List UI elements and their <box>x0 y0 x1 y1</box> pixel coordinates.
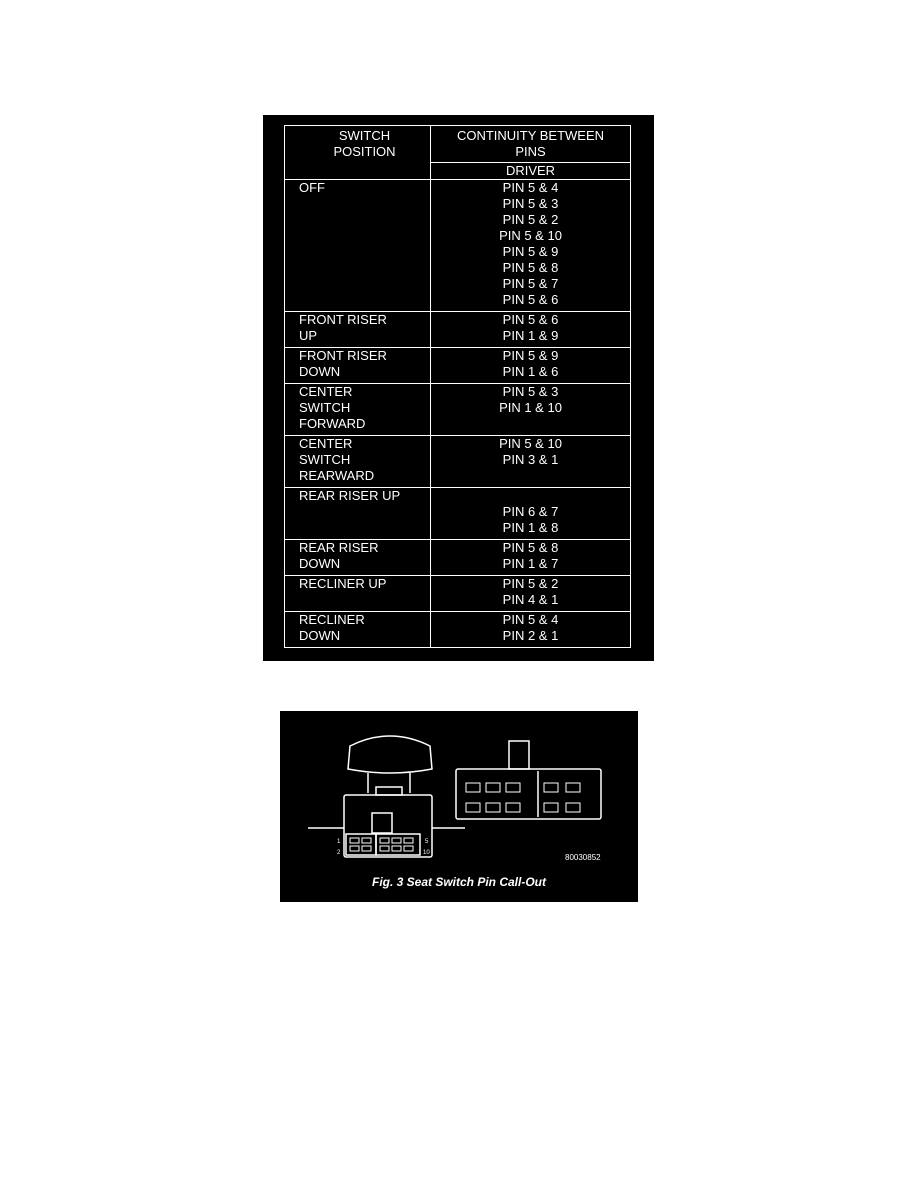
switch-position-text: SWITCH <box>299 452 351 467</box>
switch-knob <box>348 736 432 773</box>
seat-switch-drawing <box>280 711 638 902</box>
table-row <box>285 540 631 576</box>
header-driver: DRIVER <box>431 163 631 180</box>
pin-continuity-text: PIN 1 & 6 <box>502 364 559 379</box>
connector-pin-cavities <box>466 783 580 812</box>
pin-continuity-cell <box>431 576 631 612</box>
switch-position-cell <box>285 576 431 612</box>
pin-continuity-text: PIN 5 & 6 <box>502 292 559 307</box>
switch-position-text: CENTER <box>299 384 353 399</box>
switch-position-text: REARWARD <box>299 468 375 483</box>
pin-continuity-text: PIN 1 & 7 <box>502 556 559 571</box>
switch-position-cell <box>285 540 431 576</box>
pin-block-left <box>346 834 376 855</box>
pin-continuity-cell <box>431 488 631 540</box>
connector-latch <box>509 741 529 769</box>
pin-label-1: 1 <box>337 839 341 845</box>
table-row <box>285 180 631 312</box>
pin-continuity-text: PIN 5 & 9 <box>502 244 559 259</box>
switch-position-text: RECLINER UP <box>299 576 387 591</box>
switch-position-text: DOWN <box>299 364 341 379</box>
table-row <box>285 312 631 348</box>
table-header-row <box>285 126 631 163</box>
switch-position-text: DOWN <box>299 556 341 571</box>
header-switch-position: SWITCH POSITION <box>285 126 431 180</box>
body-pin-6 <box>392 838 401 843</box>
switch-position-cell <box>285 488 431 540</box>
pin-continuity-cell <box>431 436 631 488</box>
switch-position-text: FORWARD <box>299 416 366 431</box>
figure-caption: Fig. 3 Seat Switch Pin Call-Out <box>371 875 547 889</box>
pin-cavity-bottom-5 <box>566 803 580 812</box>
pin-continuity-text: PIN 5 & 2 <box>502 212 559 227</box>
pin-continuity-cell <box>431 348 631 384</box>
pin-continuity-cell <box>431 312 631 348</box>
continuity-table <box>284 125 631 648</box>
table-row <box>285 612 631 648</box>
pin-continuity-text: PIN 5 & 4 <box>502 180 559 195</box>
pin-cavity-bottom-3 <box>506 803 520 812</box>
table-row <box>285 576 631 612</box>
pin-cavity-bottom-2 <box>486 803 500 812</box>
pin-continuity-text: PIN 5 & 9 <box>502 348 559 363</box>
pin-continuity-text: PIN 3 & 1 <box>502 452 559 467</box>
pin-continuity-text: PIN 4 & 1 <box>502 592 559 607</box>
pin-continuity-cell <box>431 612 631 648</box>
seat-switch-figure <box>280 711 638 902</box>
pin-cavity-bottom-4 <box>544 803 558 812</box>
pin-continuity-text: PIN 5 & 10 <box>499 228 562 243</box>
pin-cavity-top-1 <box>466 783 480 792</box>
pin-continuity-text: PIN 5 & 3 <box>502 384 559 399</box>
pin-continuity-text: PIN 1 & 10 <box>499 400 562 415</box>
pin-continuity-cell <box>431 180 631 312</box>
pin-cavity-top-4 <box>544 783 558 792</box>
switch-position-text: UP <box>299 328 318 343</box>
pin-continuity-text: PIN 6 & 7 <box>502 504 559 519</box>
pin-continuity-text: PIN 5 & 10 <box>499 436 562 451</box>
body-pin-1 <box>350 838 359 843</box>
pin-continuity-text: PIN 5 & 7 <box>502 276 559 291</box>
table-row <box>285 436 631 488</box>
header-continuity-between-pins: CONTINUITY BETWEEN PINS <box>431 126 631 163</box>
switch-position-text: FRONT RISER <box>299 348 387 363</box>
switch-position-text: SWITCH <box>299 400 351 415</box>
pin-cavity-top-3 <box>506 783 520 792</box>
knob-collar <box>376 787 402 795</box>
switch-body <box>344 795 432 857</box>
table-row <box>285 488 631 540</box>
pin-continuity-text: PIN 1 & 9 <box>502 328 559 343</box>
pin-block-right <box>376 834 420 855</box>
body-pin-4 <box>362 846 371 851</box>
pin-continuity-text: PIN 5 & 4 <box>502 612 559 627</box>
pin-continuity-cell <box>431 384 631 436</box>
body-pin-7 <box>404 838 413 843</box>
body-pin-10 <box>404 846 413 851</box>
pin-continuity-text: PIN 2 & 1 <box>502 628 559 643</box>
part-number: 80030852 <box>565 853 601 862</box>
body-pin-5 <box>380 838 389 843</box>
body-pin-9 <box>392 846 401 851</box>
pin-continuity-text: PIN 5 & 6 <box>502 312 559 327</box>
pin-continuity-text: PIN 5 & 8 <box>502 540 559 555</box>
pin-label-10: 10 <box>423 850 430 856</box>
switch-position-text: RECLINER <box>299 612 365 627</box>
switch-position-cell <box>285 436 431 488</box>
body-pin-3 <box>350 846 359 851</box>
pin-label-2: 2 <box>337 850 341 856</box>
pin-continuity-text: PIN 1 & 8 <box>502 520 559 535</box>
switch-position-text: DOWN <box>299 628 341 643</box>
table-row <box>285 348 631 384</box>
switch-position-cell <box>285 180 431 312</box>
switch-position-cell <box>285 612 431 648</box>
switch-position-text: REAR RISER UP <box>299 488 401 503</box>
table-row <box>285 384 631 436</box>
body-pin-8 <box>380 846 389 851</box>
pin-continuity-text <box>431 488 630 504</box>
body-pin-2 <box>362 838 371 843</box>
pin-continuity-text: PIN 5 & 3 <box>502 196 559 211</box>
switch-position-cell <box>285 348 431 384</box>
continuity-table-panel <box>263 115 654 661</box>
pin-continuity-cell <box>431 540 631 576</box>
switch-position-cell <box>285 312 431 348</box>
pin-cavity-top-5 <box>566 783 580 792</box>
switch-position-text: REAR RISER <box>299 540 379 555</box>
pin-continuity-text: PIN 5 & 8 <box>502 260 559 275</box>
pin-cavity-top-2 <box>486 783 500 792</box>
latch <box>372 813 392 833</box>
switch-position-cell <box>285 384 431 436</box>
pin-continuity-text: PIN 5 & 2 <box>502 576 559 591</box>
switch-position-text: OFF <box>299 180 325 195</box>
switch-position-text: FRONT RISER <box>299 312 387 327</box>
pin-label-5: 5 <box>425 839 429 845</box>
switch-body-pins <box>350 838 413 851</box>
switch-position-text: CENTER <box>299 436 353 451</box>
pin-cavity-bottom-1 <box>466 803 480 812</box>
